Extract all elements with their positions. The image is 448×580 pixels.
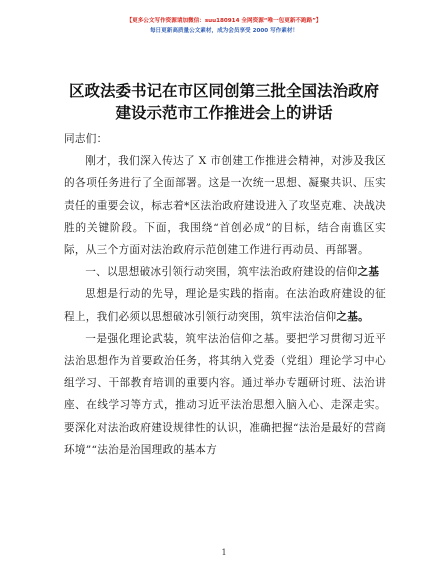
document-title xyxy=(40,80,408,124)
document-title-line-1: 区政法委书记在市区同创第三批全国法治政府 xyxy=(68,82,379,100)
promo-banner-line-2: 每日更新高质量公文素材，成为会员享受 2000 写作素材！ xyxy=(149,28,299,34)
paragraph-section-1-lead-text: 思想是行动的先导，理论是实践的指南。在法治政府建设的征程上，我们必须以思想破冰引领行动突围，筑牢法治信仰 xyxy=(64,288,386,323)
promo-banner xyxy=(92,16,356,36)
section-heading-1-bold: 之基 xyxy=(357,266,380,279)
paragraph-point-1: 一是强化理论武装，筑牢法治信仰之基。要把学习贯彻习近平法治思想作为首要政治任务，将其纳入党委（党组）理论学习中心组学习、干部教育培训的重要内容。通过举办专题研讨班、法治讲座、在线学习等方式，推动习近平法治思想入脑入心、走深走实。要深化对法治政府建设规律性的认识，准确把握“法治是最好的营商环境”“法治是治国理政的基本方 xyxy=(64,332,386,456)
document-title-line-2: 建设示范市工作推进会上的讲话 xyxy=(115,104,333,122)
paragraph-intro: 刚才，我们深入传达了 X 市创建工作推进会精神，对涉及我区的各项任务进行了全面部署。这是一次统一思想、凝聚共识、压实责任的重要会议，标志着*区法治政府建设进入了攻坚克难、决战决胜的关键阶段。下面，我围绕“首创必成”的目标，结合南谯区实际，从三个方面对法治政府示范创建工作进行再动员、再部署。 xyxy=(64,155,386,257)
promo-banner-line-1: 【更多公文写作资源请加微信：suu180914 全网资源“唯一包更新不跑路”】 xyxy=(126,18,322,24)
paragraph-section-1-lead-bold: 之基。 xyxy=(336,310,370,323)
document-body xyxy=(64,128,386,461)
section-heading-1-text: 一、以思想破冰引领行动突围，筑牢法治政府建设的信仰 xyxy=(85,266,358,279)
paragraph-section-1-lead xyxy=(64,283,386,327)
page-number: 1 xyxy=(221,548,227,557)
section-heading-1 xyxy=(64,261,386,283)
salutation: 同志们： xyxy=(64,133,108,145)
